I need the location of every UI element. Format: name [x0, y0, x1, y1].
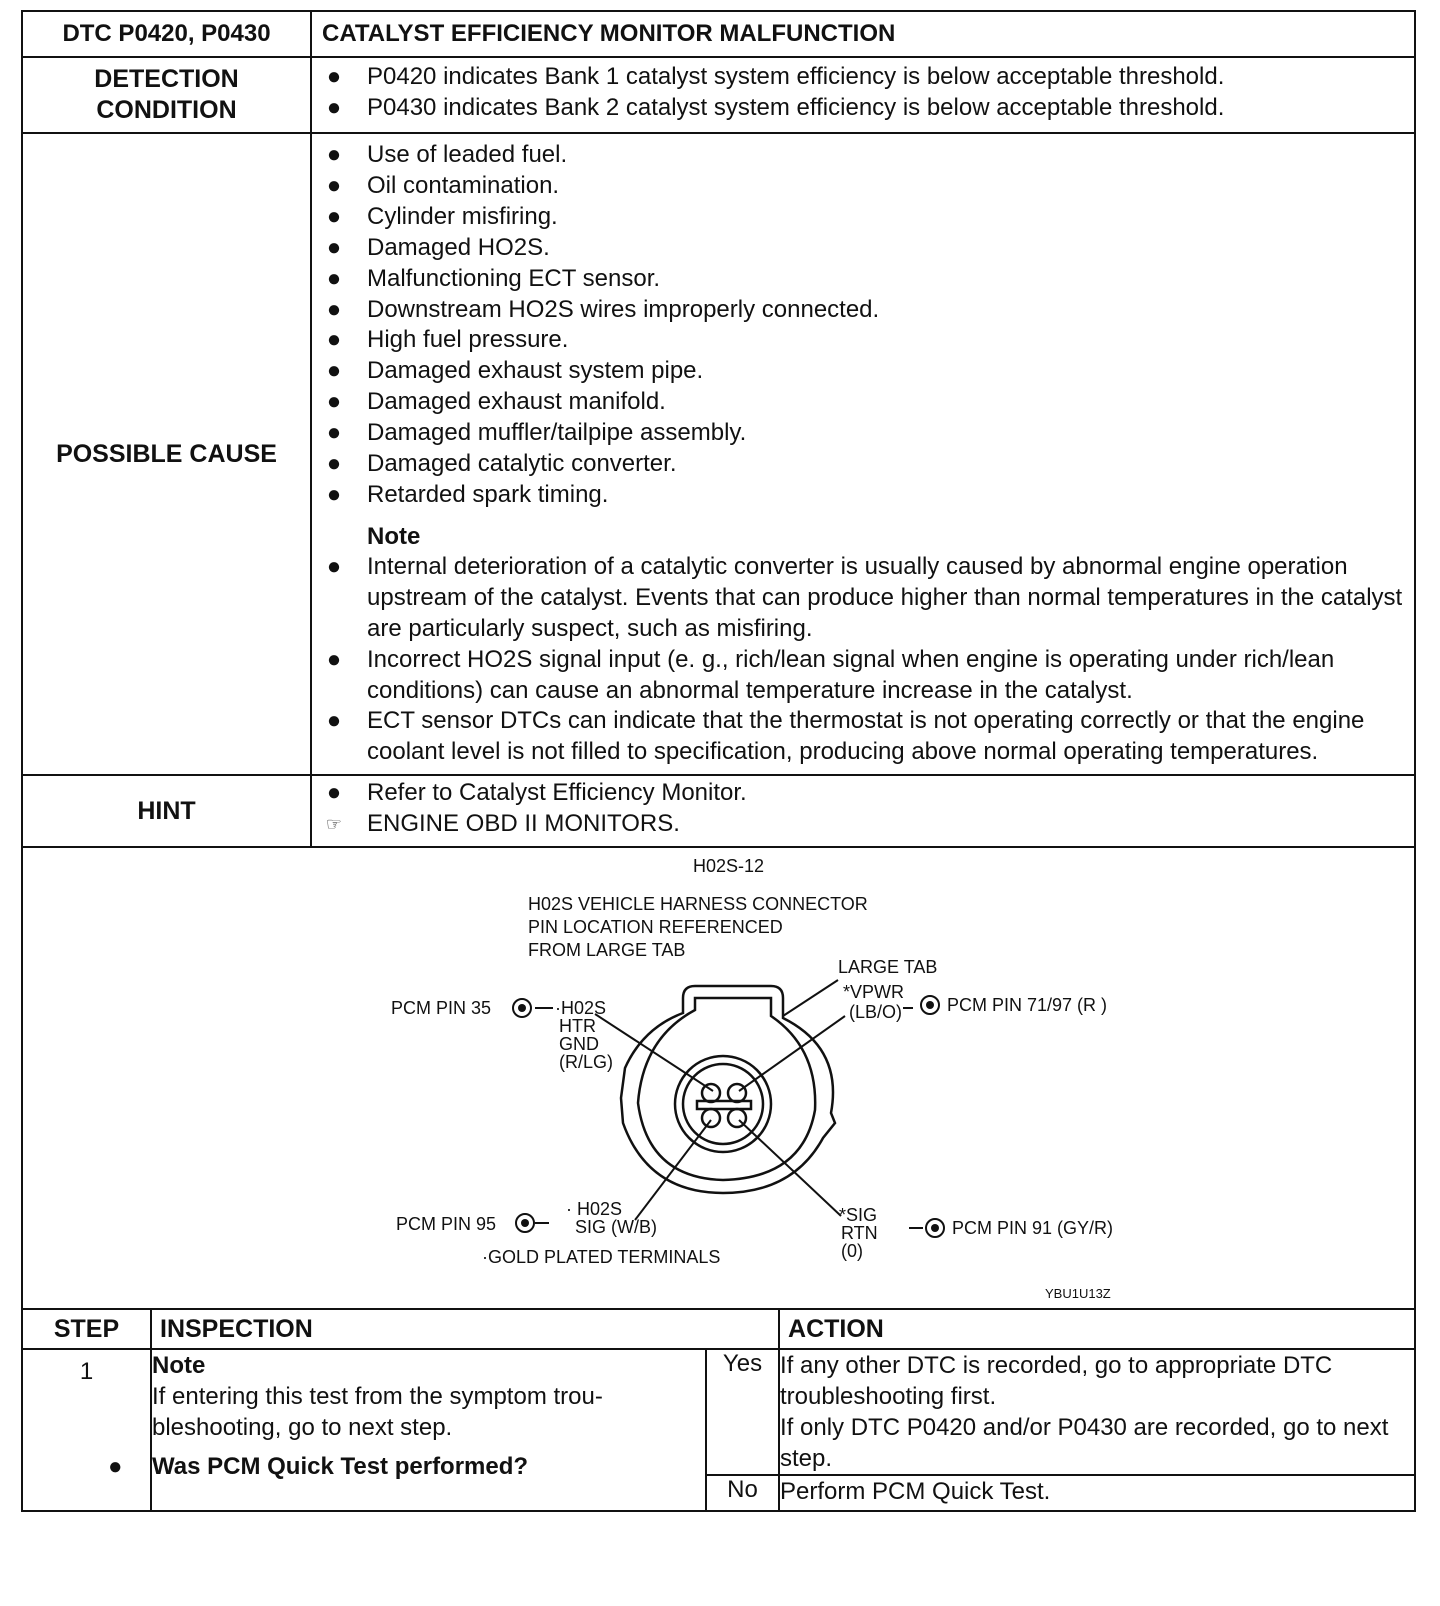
diagram-caption-line2: PIN LOCATION REFERENCED [528, 917, 783, 938]
detection-label-line2: CONDITION [96, 96, 237, 124]
dtc-info-table [21, 10, 1416, 1310]
pcm-pin-35-label: PCM PIN 35 [391, 998, 492, 1019]
no-action: Perform PCM Quick Test. [779, 1475, 1415, 1511]
cause-item: ● Use of leaded fuel. [312, 140, 1406, 171]
sig-rtn-label-1: *SIG [839, 1205, 878, 1226]
inspection-note-title: Note [152, 1352, 206, 1380]
bullet-icon: ● [326, 645, 342, 673]
bullet-icon: ● [108, 1453, 123, 1481]
cause-item: ● Damaged muffler/tailpipe assembly. [312, 418, 1406, 449]
bullet-icon: ● [326, 63, 342, 90]
bullet-icon: ● [326, 171, 342, 199]
large-tab-label: LARGE TAB [838, 957, 938, 978]
terminal-icon [513, 999, 531, 1017]
htr-gnd-label-4: (R/LG) [559, 1052, 613, 1073]
col-inspection-header: INSPECTION [151, 1309, 779, 1349]
detection-item: ● P0430 indicates Bank 2 catalyst system efficiency is below acceptable threshold. [312, 93, 1406, 124]
possible-cause-content [311, 133, 1415, 775]
note-item: ● Incorrect HO2S signal input (e. g., rich/lean signal when engine is operating under rich/lean conditions) can cause an abnormal temperature increase in the catalyst. [312, 645, 1406, 707]
cause-item: ● Retarded spark timing. [312, 480, 1406, 511]
pcm-pin-71-label: PCM PIN 71/97 (R ) [947, 995, 1108, 1016]
cause-item: ● Damaged exhaust system pipe. [312, 356, 1406, 387]
dtc-title-header: CATALYST EFFICIENCY MONITOR MALFUNCTION [311, 11, 1415, 57]
cause-item: ● Malfunctioning ECT sensor. [312, 264, 1406, 295]
hint-label: HINT [22, 775, 311, 847]
inspection-note-text: If entering this test from the symptom trou-bleshooting, go to next step. [152, 1383, 603, 1442]
step-number: 1 [22, 1349, 151, 1511]
yes-action-line1: If any other DTC is recorded, go to appropriate DTC troubleshooting first. [780, 1352, 1333, 1411]
bullet-icon: ● [326, 552, 342, 580]
inspection-steps-table [21, 1308, 1416, 1512]
htr-gnd-label-3: GND [559, 1034, 599, 1055]
h02s-sig-label-2: SIG (W/B) [575, 1217, 657, 1238]
h02s-sig-label-1: · H02S [566, 1199, 623, 1220]
no-label: No [706, 1475, 779, 1511]
col-action-header: ACTION [779, 1309, 1415, 1349]
pointing-hand-icon: ☞ [325, 814, 343, 835]
possible-cause-label: POSSIBLE CAUSE [22, 133, 311, 775]
vpwr-label-2: (LB/O) [849, 1002, 903, 1023]
terminal-icon [926, 1219, 944, 1237]
terminal-icon [921, 996, 939, 1014]
hint-reference: ☞ ENGINE OBD II MONITORS. [312, 809, 1406, 840]
diagram-id: H02S-12 [693, 856, 765, 877]
figure-code: YBU1U13Z [1045, 1286, 1111, 1302]
detection-condition-content [311, 57, 1415, 133]
bullet-icon: ● [326, 357, 342, 385]
pcm-pin-95-label: PCM PIN 95 [396, 1214, 497, 1235]
yes-action-cell [779, 1349, 1415, 1475]
inspection-cell [108, 1349, 706, 1511]
bullet-icon: ● [326, 295, 342, 323]
cause-item: ● Damaged exhaust manifold. [312, 387, 1406, 418]
htr-gnd-label-2: HTR [559, 1016, 596, 1037]
cause-item: ● Downstream HO2S wires improperly connected. [312, 295, 1406, 326]
detection-condition-label [22, 57, 311, 133]
bullet-icon: ● [326, 233, 342, 261]
sig-rtn-label-2: RTN [841, 1223, 878, 1244]
bullet-icon: ● [326, 202, 342, 230]
cause-item: ● Cylinder misfiring. [312, 202, 1406, 233]
terminal-icon [516, 1214, 534, 1232]
pcm-pin-91-label: PCM PIN 91 (GY/R) [952, 1218, 1114, 1239]
bullet-icon: ● [326, 93, 342, 121]
bullet-icon: ● [326, 419, 342, 447]
note-item: ● Internal deterioration of a catalytic converter is usually caused by abnormal engine operation upstream of the catalyst. Events that can produce higher than normal temperatures in the catalyst are particularly suspect, such as misfiring. [312, 552, 1406, 645]
cause-item: ● High fuel pressure. [312, 325, 1406, 356]
detection-item: ● P0420 indicates Bank 1 catalyst system efficiency is below acceptable threshold. [312, 62, 1406, 93]
bullet-icon: ● [326, 707, 342, 735]
diagram-caption-line3: FROM LARGE TAB [528, 940, 686, 961]
note-item: ● ECT sensor DTCs can indicate that the thermostat is not operating correctly or that the engine coolant level is not filled to specification, producing above normal operating temperatures. [312, 706, 1406, 768]
diagram-caption-line1: H02S VEHICLE HARNESS CONNECTOR [528, 894, 868, 915]
dtc-code-header: DTC P0420, P0430 [22, 11, 311, 57]
bullet-icon: ● [326, 779, 342, 807]
cause-item: ● Oil contamination. [312, 171, 1406, 202]
cause-item: ● Damaged HO2S. [312, 233, 1406, 264]
connector-diagram [23, 848, 1412, 1308]
htr-gnd-label-1: ·H02S [555, 998, 607, 1019]
note-title: Note [367, 522, 421, 550]
vpwr-label-1: *VPWR [843, 982, 905, 1003]
connector-pins [697, 1084, 751, 1127]
sig-rtn-label-3: (0) [841, 1241, 863, 1262]
cause-item: ● Damaged catalytic converter. [312, 449, 1406, 480]
service-manual-page [21, 10, 1414, 1512]
bullet-icon: ● [326, 141, 342, 168]
bullet-icon: ● [326, 326, 342, 354]
detection-label-line1: DETECTION [94, 65, 239, 93]
bullet-icon: ● [326, 264, 342, 292]
bullet-icon: ● [326, 388, 342, 416]
hint-item: ● Refer to Catalyst Efficiency Monitor. [312, 778, 1406, 809]
yes-action-line2: If only DTC P0420 and/or P0430 are recorded, go to next step. [780, 1414, 1389, 1473]
col-step-header: STEP [22, 1309, 151, 1349]
yes-label: Yes [706, 1349, 779, 1475]
bullet-icon: ● [326, 450, 342, 478]
hint-content [311, 775, 1415, 847]
connector-diagram-cell [22, 847, 1415, 1309]
gold-plated-terminals-note: ·GOLD PLATED TERMINALS [482, 1247, 721, 1268]
inspection-question: ● Was PCM Quick Test performed? [108, 1453, 529, 1481]
bullet-icon: ● [326, 480, 342, 508]
